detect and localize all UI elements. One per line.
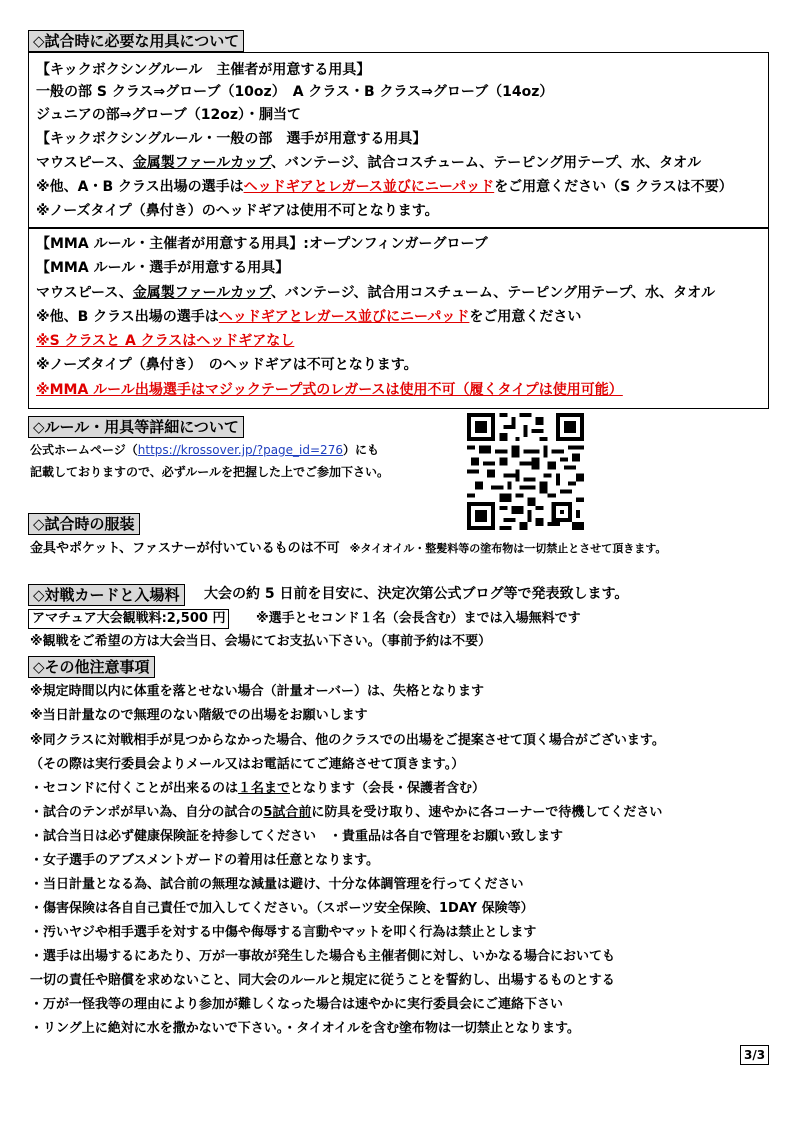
attire-note: ※タイオイル・整髪料等の塗布物は一切禁止とさせて頂きます。: [349, 542, 667, 555]
section-header-attire: ◇試合時の服装: [28, 513, 140, 535]
note-line: ・傷害保険は各自自己責任で加入してください。（スポーツ安全保険、1DAY 保険等）: [30, 901, 534, 916]
note-line: ※同クラスに対戦相手が見つからなかった場合、他のクラスでの出場をご提案させて頂く場合がございます。: [30, 733, 665, 748]
note-line: ・選手は出場するにあたり、万が一事故が発生した場合も主催者側に対し、いかなる場合においても: [30, 949, 616, 964]
kick-general-gloves: 一般の部 S クラス⇒グローブ（10oz） A クラス・B クラス⇒グローブ（14oz）: [36, 84, 554, 100]
text: に防具を受け取り、速やかに各コーナーで待機してください: [311, 805, 663, 820]
tempo-limit: 5試合前: [263, 805, 312, 820]
text: マウスピース、: [36, 285, 133, 301]
kick-junior-gloves: ジュニアの部⇒グローブ（12oz）・胴当て: [36, 107, 301, 123]
note-line: ・リング上に絶対に水を撒かないで下さい。・タイオイルを含む塗布物は一切禁止となります。: [30, 1021, 580, 1036]
free-entry-note: ※選手とセコンド１名（会長含む）までは入場無料です: [256, 611, 581, 626]
note-line: ・汚いヤジや相手選手を対する中傷や侮辱する言動やマットを叩く行為は禁止とします: [30, 925, 537, 940]
mma-sa-class-note: ※S クラスと A クラスはヘッドギアなし: [36, 333, 295, 349]
note-line: ・万が一怪我等の理由により参加が難しくなった場合は速やかに実行委員会にご連絡下さい: [30, 997, 564, 1012]
attire-rule: [30, 539, 666, 559]
text: マウスピース、: [36, 155, 133, 171]
text: 、バンテージ、試合コスチューム、テーピング用テープ、水、タオル: [270, 155, 702, 171]
text: ）にも: [342, 443, 379, 457]
payment-note: ※観戦をご希望の方は大会当日、会場にてお支払い下さい。（事前予約は不要）: [30, 634, 492, 649]
seconds-limit: １名まで: [238, 781, 291, 796]
kick-organizer-heading: 【キックボクシングルール 主催者が用意する用具】: [36, 62, 371, 78]
kick-headgear-note: [36, 177, 733, 197]
note-line: ※当日計量なので無理のない階級での出場をお願いします: [30, 708, 368, 723]
text: 公式ホームページ（: [30, 443, 138, 457]
mma-nose-note: ※ノーズタイプ（鼻付き） のヘッドギアは不可となります。: [36, 357, 418, 373]
kick-nose-note: ※ノーズタイプ（鼻付き）のヘッドギアは使用不可となります。: [36, 203, 439, 219]
tempo-note: [30, 803, 662, 823]
text: をご用意ください: [469, 309, 582, 325]
qr-code-icon[interactable]: [467, 413, 584, 530]
mma-player-heading: 【MMA ルール・選手が用意する用具】: [36, 260, 290, 276]
mma-organizer-heading: 【MMA ルール・主催者が用意する用具】:オープンフィンガーグローブ: [36, 236, 488, 252]
text: 金具やポケット、ファスナーが付いているものは不可: [30, 541, 340, 556]
section-header-equipment: ◇試合時に必要な用具について: [28, 30, 244, 52]
text: となります（会長・保護者含む）: [290, 781, 486, 796]
text: 、バンテージ、試合用コスチューム、テーピング用テープ、水、タオル: [270, 285, 716, 301]
headgear-highlight: ヘッドギアとレガース並びにニーパッド: [218, 309, 470, 325]
fee-box: アマチュア大会観戦料:2,500 円: [28, 609, 229, 629]
text: ※他、B クラス出場の選手は: [36, 309, 219, 325]
card-announcement: 大会の約 5 日前を目安に、決定次第公式ブログ等で発表致します。: [204, 586, 629, 602]
note-line: ・試合当日は必ず健康保険証を持参してください ・貴重品は各自で管理をお願い致します: [30, 829, 564, 844]
note-line: ※規定時間以内に体重を落とせない場合（計量オーバー）は、失格となります: [30, 684, 484, 699]
text: ・試合のテンポが早い為、自分の試合の: [30, 805, 264, 820]
note-line: （その際は実行委員会よりメール又はお電話にてご連絡させて頂きます。）: [30, 757, 465, 772]
section-header-notes: ◇その他注意事項: [28, 656, 155, 678]
rules-note: 記載しておりますので、必ずルールを把握した上でご参加下さい。: [30, 465, 390, 479]
mma-headgear-note: [36, 307, 581, 327]
note-line: 一切の責任や賠償を求めないこと、同大会のルールと規定に従うことを誓約し、出場するものとする: [30, 973, 615, 988]
page-number: 3/3: [740, 1045, 769, 1065]
mma-player-items: [36, 283, 715, 303]
kick-player-items: [36, 153, 701, 173]
text: ※他、A・B クラス出場の選手は: [36, 179, 244, 195]
homepage-line: [30, 441, 379, 459]
note-line: ・当日計量となる為、試合前の無理な減量は避け、十分な体調管理を行ってください: [30, 877, 524, 892]
cup-underlined: 金属製ファールカップ: [132, 285, 271, 301]
cup-underlined: 金属製ファールカップ: [132, 155, 271, 171]
section-header-rules: ◇ルール・用具等詳細について: [28, 416, 244, 438]
kick-player-heading: 【キックボクシングルール・一般の部 選手が用意する用具】: [36, 131, 427, 147]
section-header-tickets: ◇対戦カードと入場料: [28, 584, 185, 606]
text: ・セコンドに付くことが出来るのは: [30, 781, 239, 796]
text: をご用意ください（S クラスは不要）: [494, 179, 733, 195]
headgear-highlight: ヘッドギアとレガース並びにニーパッド: [243, 179, 495, 195]
homepage-link[interactable]: https://krossover.jp/?page_id=276: [137, 443, 343, 457]
note-line: ・女子選手のアブスメントガードの着用は任意となります。: [30, 853, 380, 868]
seconds-note: [30, 779, 485, 799]
mma-legguard-note: ※MMA ルール出場選手はマジックテープ式のレガースは使用不可（履くタイプは使用可能）: [36, 382, 623, 398]
